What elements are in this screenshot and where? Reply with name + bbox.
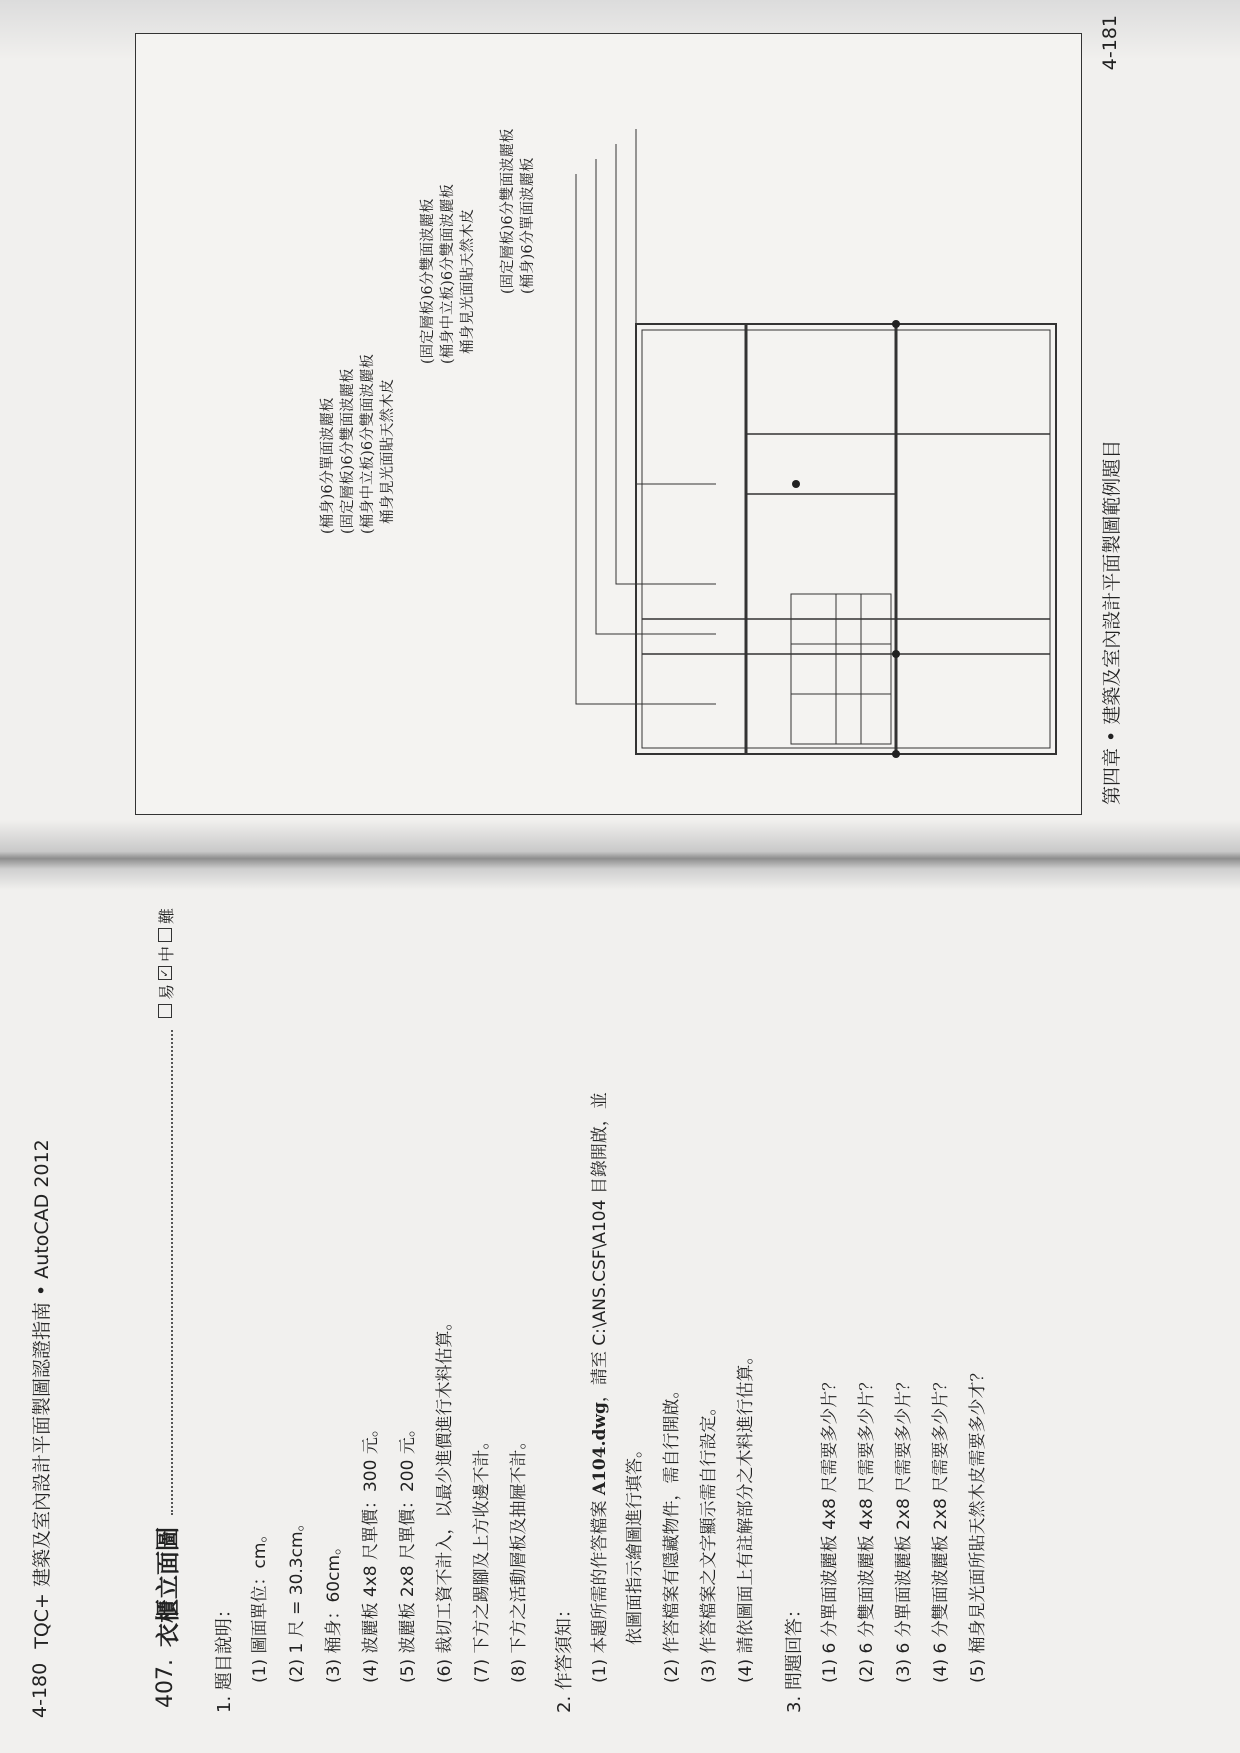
callout-label: (桶身)6分單面波麗板 [320, 397, 336, 534]
section-title: 2. 作答須知： [554, 1600, 575, 1713]
item-suffix: ，請至 C:\ANS.CSF\A104 目錄開啟，並 [590, 1092, 610, 1403]
list-item: (3) 6 分單面波麗板 2x8 尺需要多少片？ [894, 1373, 914, 1683]
callout-label: (桶身中立板)6分雙面波麗板 [440, 183, 456, 364]
list-item: (4) 請依圖面上有註解部分之木料進行估算。 [736, 1347, 756, 1683]
callout-labels [316, 128, 666, 534]
list-item: (4) 波麗板 4x8 尺單價：300 元。 [361, 1420, 381, 1683]
list-item: (1) 圖面單位：cm。 [250, 1525, 270, 1683]
list-item: (2) 6 分雙面波麗板 4x8 尺需要多少片？ [857, 1373, 877, 1683]
book-title: TQC+ 建築及室內設計平面製圖認證指南 • AutoCAD 2012 [30, 1139, 53, 1649]
callout-label: (桶身中立板)6分雙面波麗板 [360, 353, 376, 534]
checkbox-easy [158, 1004, 172, 1018]
list-item: (8) 下方之活動層板及抽屜不計。 [509, 1432, 529, 1683]
list-item: (2) 作答檔案有隱藏物件，需自行開啟。 [662, 1381, 682, 1683]
leader-dots [170, 1030, 173, 1515]
list-item: (7) 下方之踢腳及上方收邊不計。 [472, 1432, 492, 1683]
list-item: (4) 6 分雙面波麗板 2x8 尺需要多少片？ [931, 1373, 951, 1683]
difficulty-medium: 中 [156, 946, 176, 963]
right-page-header [1090, 15, 1130, 815]
section-title: 1. 題目說明： [214, 1600, 235, 1713]
callout-label: 桶身見光面貼天然木皮 [380, 379, 396, 524]
difficulty-rating [154, 908, 177, 1018]
question-number: 407. [152, 1659, 178, 1708]
list-item: (2) 1 尺 = 30.3cm。 [287, 1514, 307, 1683]
callout-label: (桶身)6分單面波麗板 [520, 157, 536, 294]
left-page-number: 4-180 [29, 1662, 51, 1718]
right-page [0, 0, 1240, 835]
list-item: (3) 作答檔案之文字顯示需自行設定。 [699, 1398, 719, 1683]
callout-label: 桶身見光面貼天然木皮 [460, 209, 476, 354]
difficulty-easy: 易 [156, 984, 176, 1001]
list-item: (3) 桶身：60cm。 [324, 1537, 344, 1683]
callout-label: (固定層板)6分雙面波麗板 [420, 198, 436, 364]
answer-file-name: A104.dwg [590, 1402, 610, 1496]
item-prefix: (1) 本題所需的作答檔案 [590, 1500, 610, 1683]
question-title: 衣櫃立面圖 [153, 1527, 182, 1648]
left-page [0, 873, 1240, 1753]
callout-label: (固定層板)6分雙面波麗板 [340, 368, 356, 534]
left-page-header [20, 898, 60, 1718]
checkbox-medium: ✓ [158, 966, 172, 980]
difficulty-hard: 難 [156, 908, 176, 925]
list-item: (6) 裁切工資不計入，以最少進價進行木料估算。 [435, 1313, 455, 1683]
list-item-continuation: 依圖面指示繪圖進行填答。 [625, 1441, 645, 1645]
list-item [585, 1092, 610, 1683]
right-page-number: 4-181 [1099, 15, 1121, 71]
callout-label: (固定層板)6分雙面波麗板 [500, 128, 516, 294]
list-item: (5) 桶身見光面所貼天然木皮需要多少才？ [968, 1364, 988, 1683]
list-item: (5) 波麗板 2x8 尺單價：200 元。 [398, 1420, 418, 1683]
question-heading [145, 908, 185, 1708]
wardrobe-elevation-drawing [135, 33, 1082, 815]
chapter-title: 第四章 • 建築及室內設計平面製圖範例題目 [1100, 439, 1123, 805]
section-title: 3. 問題回答： [784, 1600, 805, 1713]
list-item: (1) 6 分單面波麗板 4x8 尺需要多少片？ [820, 1373, 840, 1683]
checkbox-hard [158, 928, 172, 942]
